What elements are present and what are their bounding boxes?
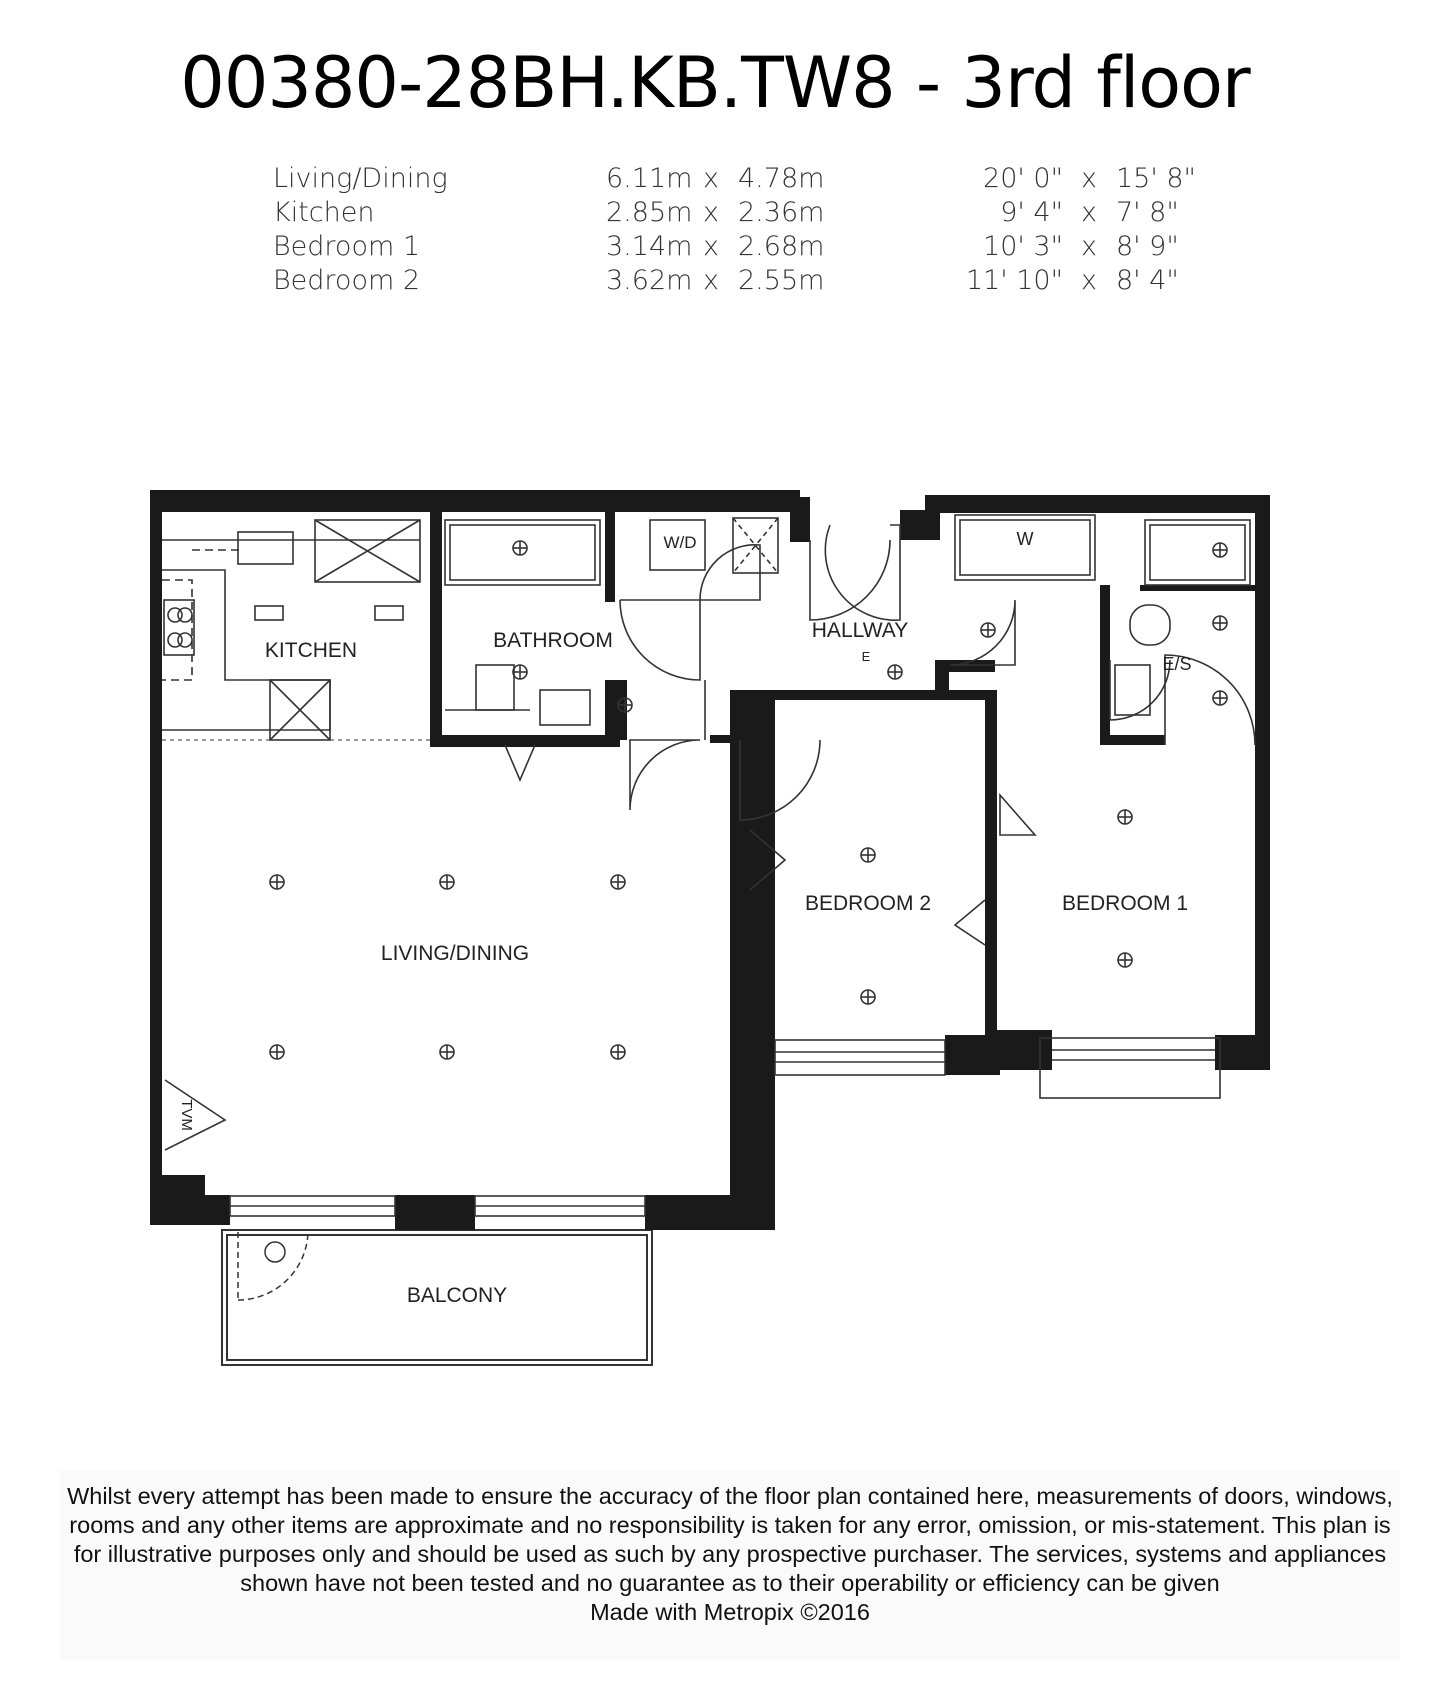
ceiling-light-icon [440,875,454,889]
room-name: Living/Dining [273,163,448,194]
disclaimer-text: Whilst every attempt has been made to ensure the accuracy of the floor plan contained here, measurements of doors, windows, rooms and any other items are approximate and no responsibility is taken for any error, omission, or mis-statement. This plan is for illustrative purposes only and should be used as such by any prospective purchaser. The services, systems and appliances shown have not been tested and no guarantee as to their operability or efficiency can be given [67,1483,1393,1596]
label-kitchen: KITCHEN [264,639,358,662]
label-electric: E [861,649,871,664]
ceiling-light-icon [270,1045,284,1059]
room-name: Kitchen [273,197,375,228]
ceiling-light-icon [888,665,902,679]
ceiling-light-icon [981,623,995,637]
room-name: Bedroom 2 [273,265,421,296]
disclaimer-panel [60,1470,1400,1660]
ceiling-light-icon [270,875,284,889]
ceiling-light-icon [618,698,632,712]
metric-width: 3.14m [606,231,693,262]
label-living-dining: LIVING/DINING [380,942,530,965]
times-sign: x [1081,197,1097,228]
label-balcony: BALCONY [406,1284,508,1307]
imperial-width: 11' 10" [965,265,1063,296]
label-bedroom1: BEDROOM 1 [1061,892,1189,915]
room-labels [178,529,1192,1307]
metric-width: 2.85m [606,197,693,228]
ceiling-light-icon [611,1045,625,1059]
ceiling-light-icon [861,990,875,1004]
imperial-length: 8' 4" [1116,265,1179,296]
imperial-length: 8' 9" [1116,231,1179,262]
times-sign: x [703,265,719,296]
label-wardrobe: W [1016,529,1034,549]
ceiling-light-icon [1118,810,1132,824]
ceiling-light-icon [513,665,527,679]
ceiling-light-icon [611,875,625,889]
ceiling-light-icon [861,848,875,862]
imperial-length: 15' 8" [1116,163,1196,194]
times-sign: x [703,197,719,228]
metric-length: 4.78m [738,163,825,194]
metric-width: 3.62m [606,265,693,296]
page-title: 00380-28BH.KB.TW8 - 3rd floor [180,42,1250,124]
label-hallway: HALLWAY [811,619,909,642]
imperial-width: 20' 0" [983,163,1063,194]
label-bathroom: BATHROOM [493,629,613,652]
label-washer-dryer: W/D [663,533,697,552]
ceiling-light-icon [1118,953,1132,967]
label-bedroom2: BEDROOM 2 [804,892,932,915]
times-sign: x [1081,265,1097,296]
times-sign: x [703,163,719,194]
imperial-length: 7' 8" [1116,197,1179,228]
ceiling-light-icon [1213,691,1227,705]
metric-length: 2.68m [738,231,825,262]
ceiling-light-icon [1213,543,1227,557]
room-name: Bedroom 1 [273,231,421,262]
times-sign: x [703,231,719,262]
ceiling-light-icon [440,1045,454,1059]
label-tv-point: TVM [178,1099,195,1131]
ceiling-light-icon [513,541,527,555]
times-sign: x [1081,163,1097,194]
imperial-width: 9' 4" [1000,197,1063,228]
metric-width: 6.11m [606,163,693,194]
balcony-light-icon [265,1242,285,1262]
times-sign: x [1081,231,1097,262]
disclaimer-credit: Made with Metropix ©2016 [590,1599,870,1625]
imperial-width: 10' 3" [983,231,1063,262]
label-ensuite: E/S [1162,654,1192,674]
metric-length: 2.55m [738,265,825,296]
metric-length: 2.36m [738,197,825,228]
walls [150,490,1270,1230]
fixtures [162,515,1255,1216]
ceiling-light-icon [1213,616,1227,630]
